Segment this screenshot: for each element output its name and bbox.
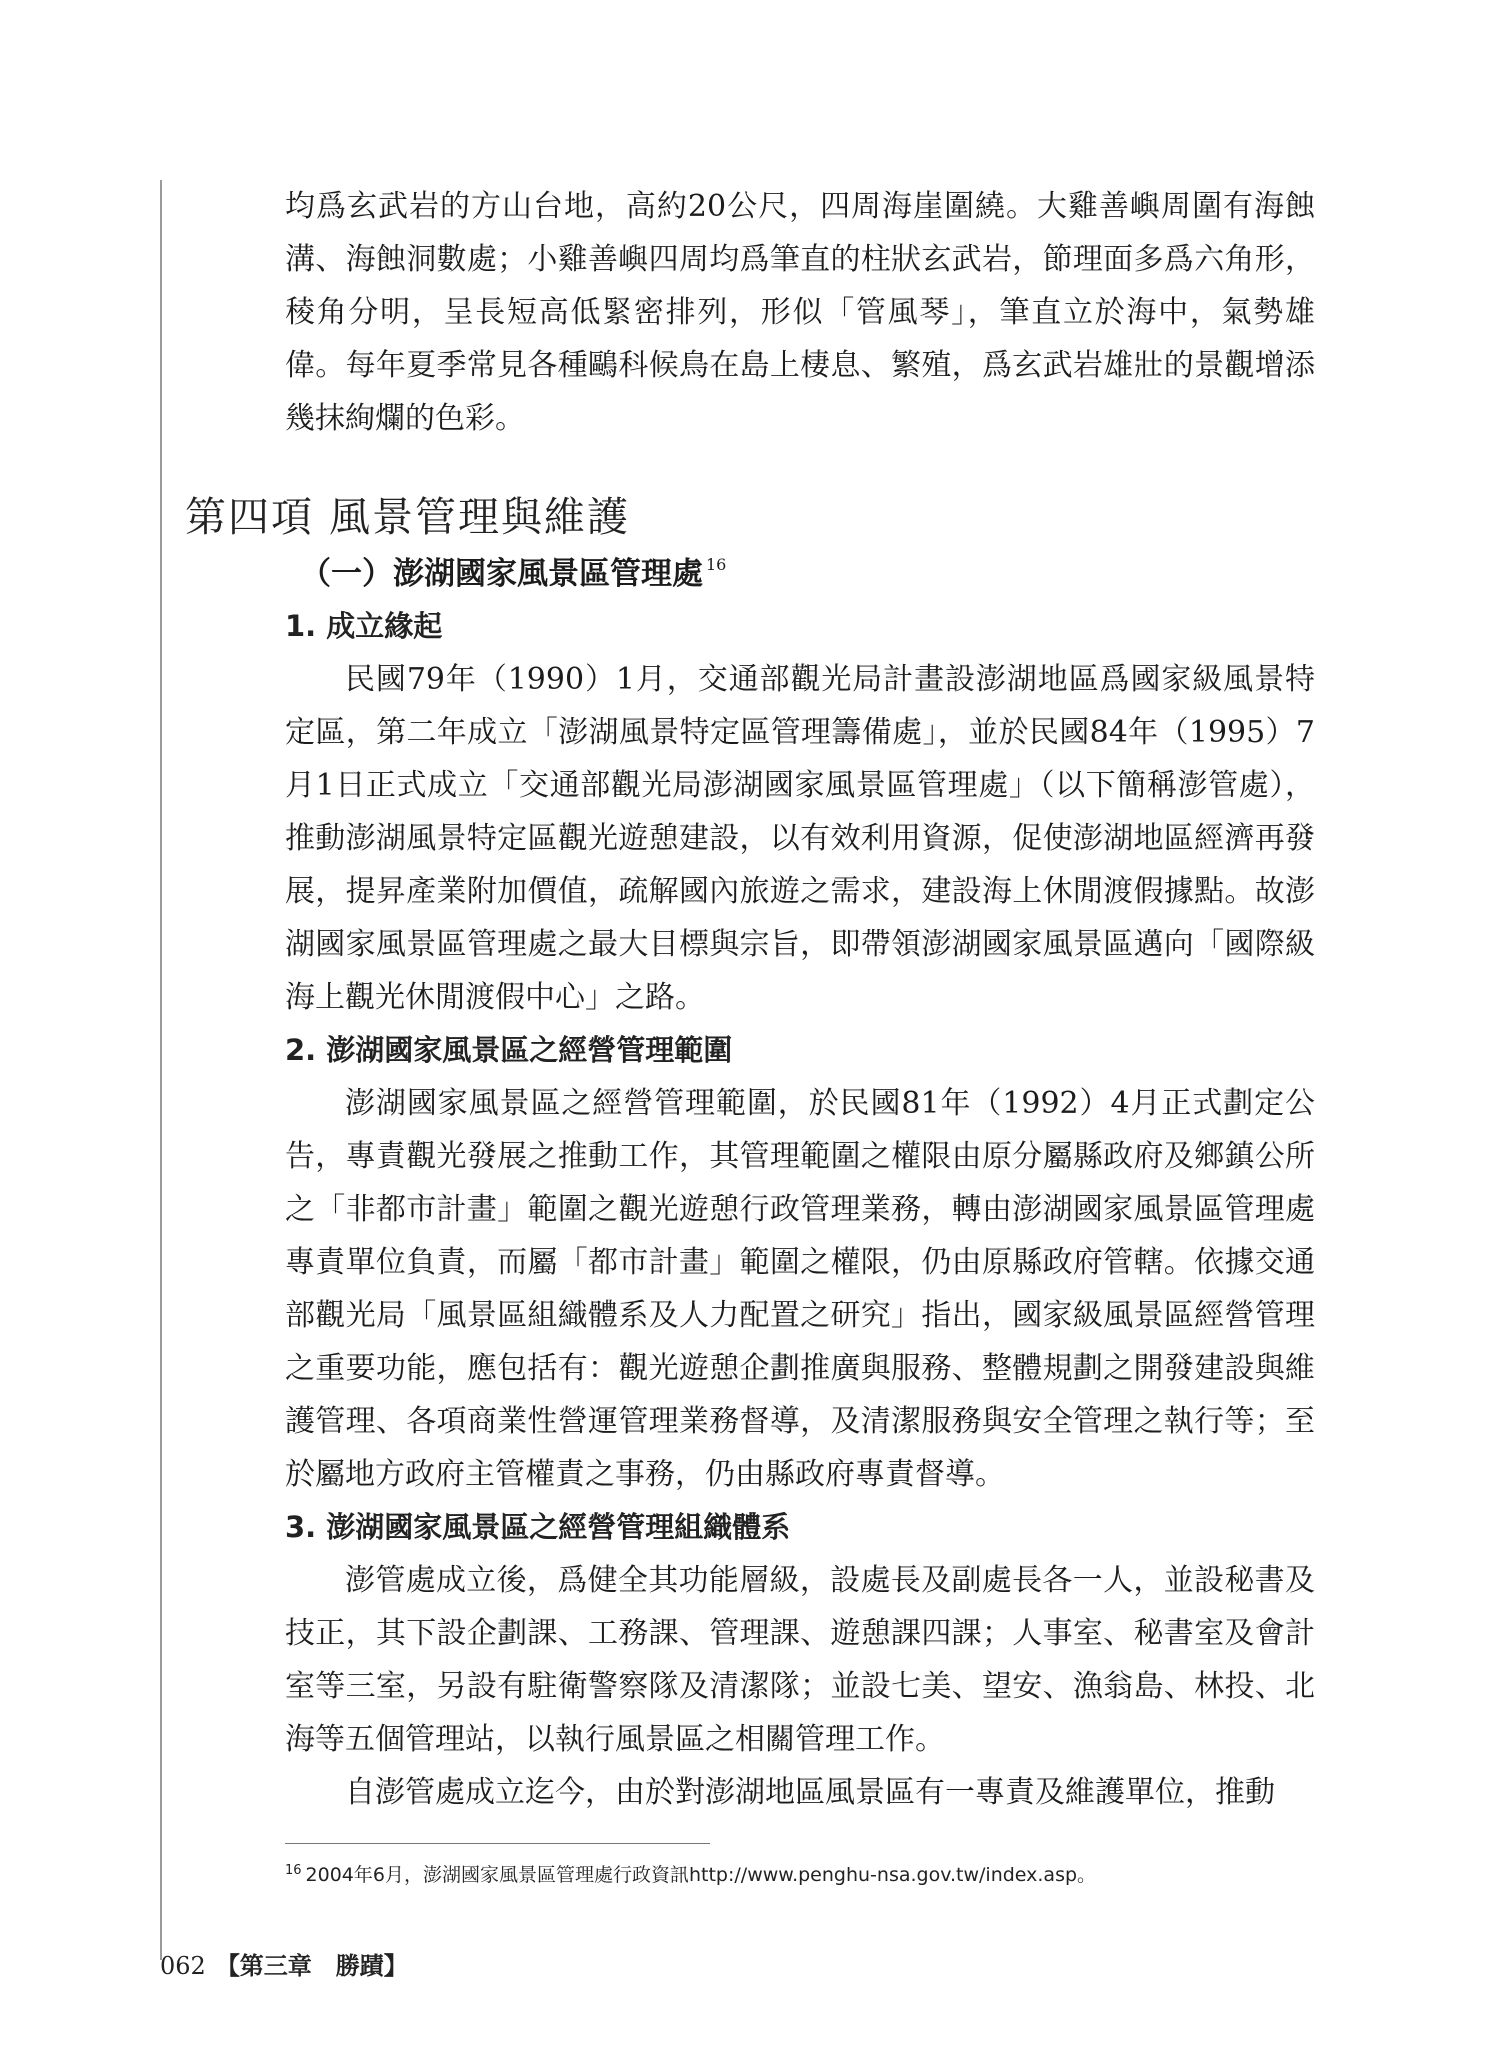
footnote-divider xyxy=(285,1843,710,1844)
chapter-label: 【第三章 勝蹟】 xyxy=(215,1951,408,1980)
intro-block xyxy=(285,180,1315,445)
item-title-1: 1. 成立緣起 xyxy=(285,609,443,643)
item-2-paragraph: 澎湖國家風景區之經營管理範圍，於民國81年（1992）4月正式劃定公告，專責觀光發展之推動工作，其管理範圍之權限由原分屬縣政府及鄉鎮公所之「非都市計畫」範圍之觀光遊憩行政管理業務，轉由澎湖國家風景區管理處專責單位負責，而屬「都市計畫」範圍之權限，仍由原縣政府管轄。依據交通部觀光局「風景區組織體系及人力配置之研究」指出，國家級風景區經營管理之重要功能，應包括有：觀光遊憩企劃推廣與服務、整體規劃之開發建設與維護管理、各項商業性營運管理業務督導，及清潔服務與安全管理之執行等；至於屬地方政府主管權責之事務，仍由縣政府專責督導。 xyxy=(285,1086,1315,1492)
body-sections xyxy=(285,600,1315,1819)
margin-rule xyxy=(160,180,162,1960)
item-3-paragraph-1: 澎管處成立後，爲健全其功能層級，設處長及副處長各一人，並設秘書及技正，其下設企劃課、工務課、管理課、遊憩課四課；人事室、秘書室及會計室等三室，另設有駐衛警察隊及清潔隊；並設七美、望安、漁翁島、林投、北海等五個管理站，以執行風景區之相關管理工作。 xyxy=(285,1563,1315,1757)
section-title: 第四項 風景管理與維護 xyxy=(185,493,631,541)
item-3-paragraph-2: 自澎管處成立迄今，由於對澎湖地區風景區有一專責及維護單位，推動 xyxy=(345,1775,1275,1810)
intro-paragraph: 均爲玄武岩的方山台地，高約20公尺，四周海崖圍繞。大雞善嶼周圍有海蝕溝、海蝕洞數處；小雞善嶼四周均爲筆直的柱狀玄武岩，節理面多爲六角形，稜角分明，呈長短高低緊密排列，形似「管風琴」，筆直立於海中，氣勢雄偉。每年夏季常見各種鷗科候鳥在島上棲息、繁殖，爲玄武岩雄壯的景觀增添幾抹絢爛的色彩。 xyxy=(285,189,1315,436)
subheading-text: （一）澎湖國家風景區管理處 xyxy=(300,556,703,592)
page-number: 062 xyxy=(160,1952,206,1980)
item-title-2: 2. 澎湖國家風景區之經營管理範圍 xyxy=(285,1033,733,1067)
subheading xyxy=(300,548,726,593)
item-title-3: 3. 澎湖國家風景區之經營管理組織體系 xyxy=(285,1510,791,1544)
footnote-number: 16 xyxy=(285,1863,302,1878)
footnote xyxy=(285,1858,1285,1888)
item-1-paragraph: 民國79年（1990）1月，交通部觀光局計畫設澎湖地區爲國家級風景特定區，第二年成立「澎湖風景特定區管理籌備處」，並於民國84年（1995）7月1日正式成立「交通部觀光局澎湖國家風景區管理處」（以下簡稱澎管處），推動澎湖風景特定區觀光遊憩建設，以有效利用資源，促使澎湖地區經濟再發展，提昇產業附加價值，疏解國內旅遊之需求，建設海上休閒渡假據點。故澎湖國家風景區管理處之最大目標與宗旨，即帶領澎湖國家風景區邁向「國際級海上觀光休閒渡假中心」之路。 xyxy=(285,662,1315,1015)
running-footer xyxy=(160,1946,408,1981)
footnote-reference[interactable]: 16 xyxy=(706,555,727,574)
footnote-text: 2004年6月，澎湖國家風景區管理處行政資訊http://www.penghu-nsa.gov.tw/index.asp。 xyxy=(305,1864,1097,1886)
